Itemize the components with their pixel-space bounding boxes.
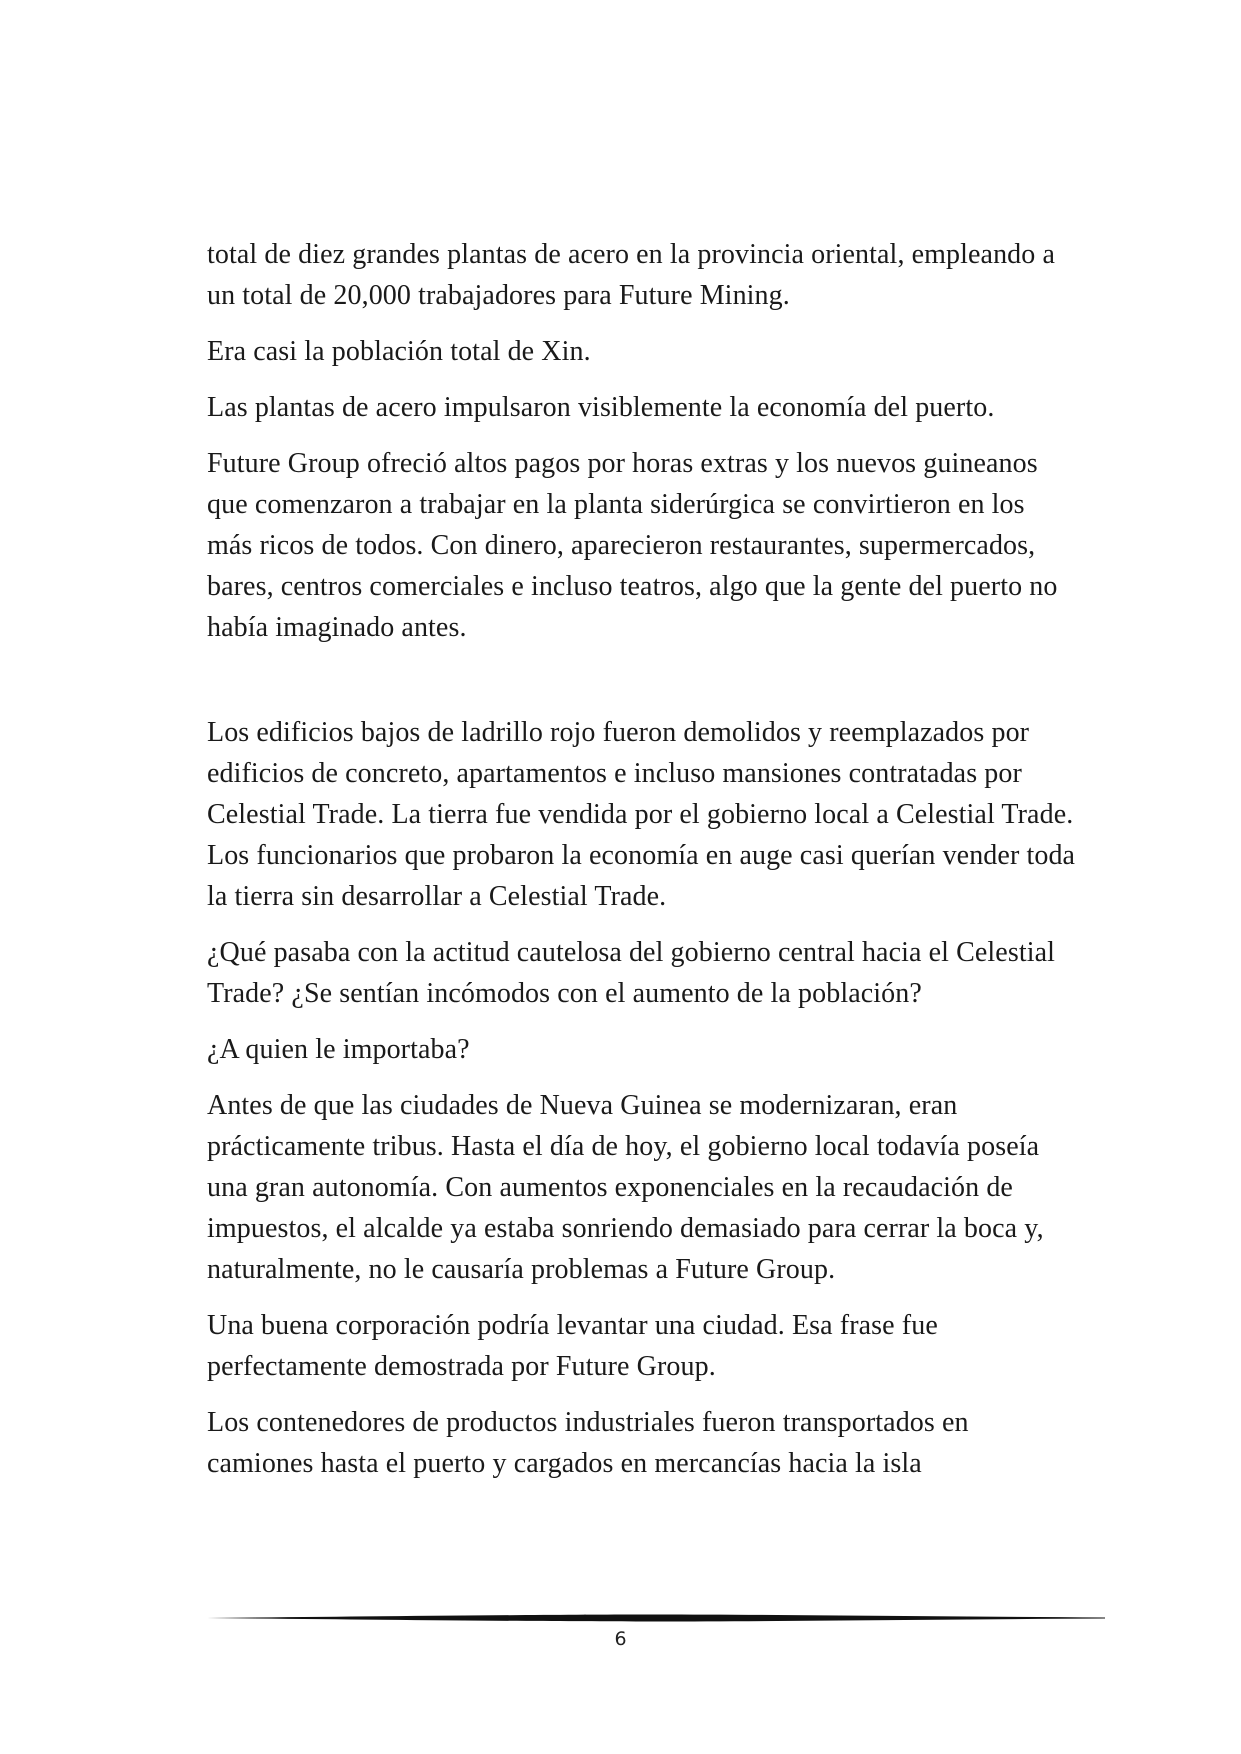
paragraph: total de diez grandes plantas de acero en la provincia oriental, empleando a un total de 20,000 trabajadores para Future Mining. bbox=[207, 239, 1056, 311]
paragraph: Future Group ofreció altos pagos por horas extras y los nuevos guineanos que comenzaron a trabajar en la planta siderúrgica se convirtieron en los más ricos de todos. Con dinero, aparecieron restaurantes, supermercados, bares, centros comerciales e incluso teatros, algo que la gente del puerto no había imaginado antes. bbox=[207, 448, 1058, 643]
footer-divider bbox=[207, 1613, 1105, 1623]
paragraph: Los contenedores de productos industriales fueron transportados en camiones hasta el puerto y cargados en mercancías hacia la isla bbox=[207, 1407, 969, 1479]
paragraph: Era casi la población total de Xin. bbox=[207, 336, 591, 367]
paragraph: ¿A quien le importaba? bbox=[207, 1034, 470, 1065]
paragraph: Las plantas de acero impulsaron visiblemente la economía del puerto. bbox=[207, 392, 995, 423]
paragraph: Antes de que las ciudades de Nueva Guinea se modernizaran, eran prácticamente tribus. Hasta el día de hoy, el gobierno local todavía poseía una gran autonomía. Con aumentos exponenciales en la recaudación de impuestos, el alcalde ya estaba sonriendo demasiado para cerrar la boca y, naturalmente, no le causaría problemas a Future Group. bbox=[207, 1090, 1044, 1285]
paragraph: Una buena corporación podría levantar una ciudad. Esa frase fue perfectamente demostrada por Future Group. bbox=[207, 1310, 938, 1382]
body-text bbox=[207, 234, 1077, 1484]
page-number: 6 bbox=[614, 1628, 627, 1650]
paragraph: ¿Qué pasaba con la actitud cautelosa del gobierno central hacia el Celestial Trade? ¿Se sentían incómodos con el aumento de la población? bbox=[207, 937, 1055, 1009]
paragraph: Los edificios bajos de ladrillo rojo fueron demolidos y reemplazados por edificios de concreto, apartamentos e incluso mansiones contratadas por Celestial Trade. La tierra fue vendida por el gobierno local a Celestial Trade. Los funcionarios que probaron la economía en auge casi querían vender toda la tierra sin desarrollar a Celestial Trade. bbox=[207, 717, 1076, 912]
